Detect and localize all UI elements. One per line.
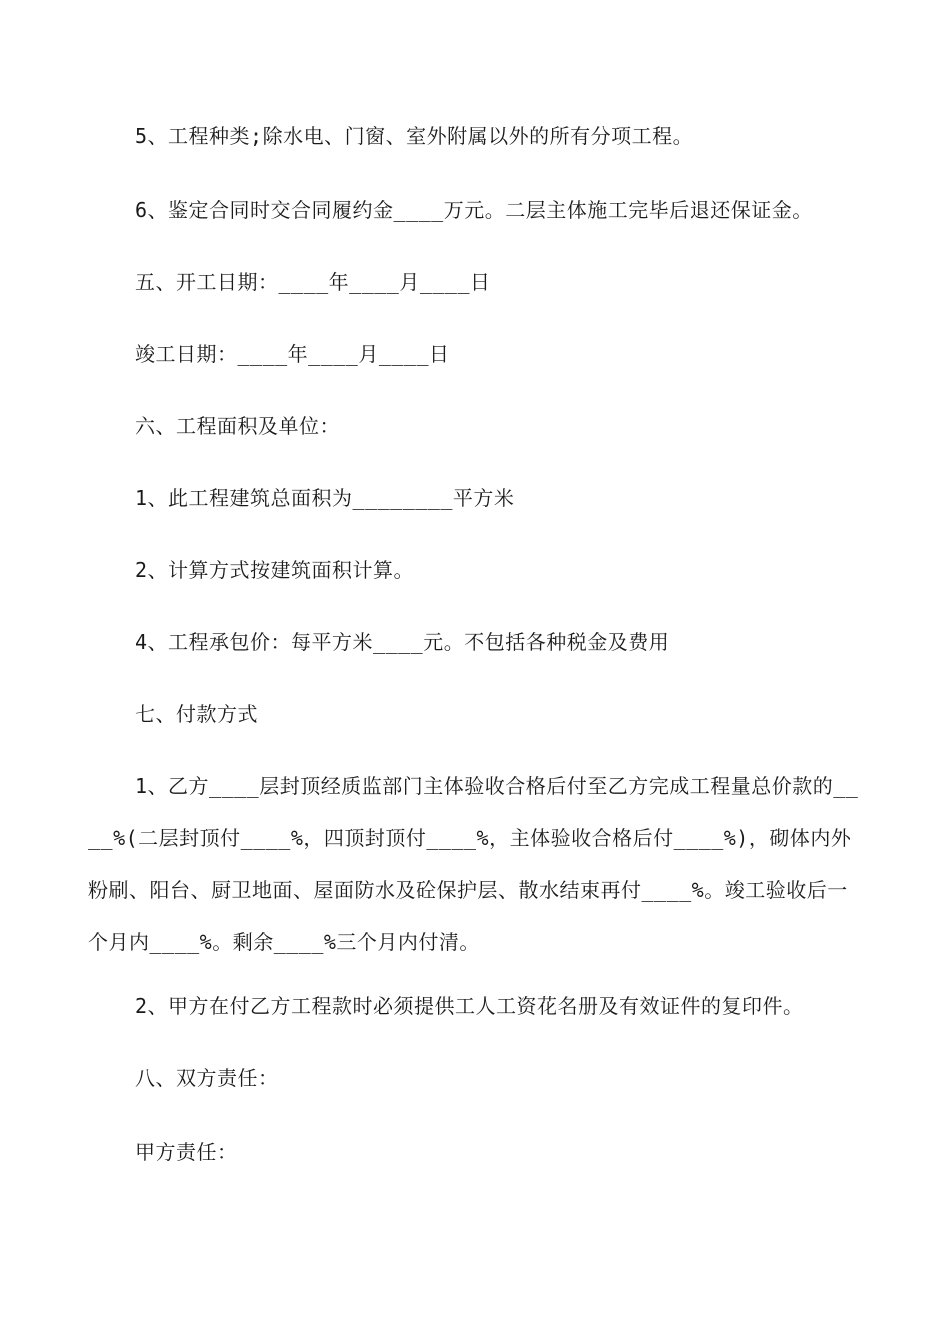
payment-clause-1: 1、乙方____层封顶经质监部门主体验收合格后付至乙方完成工程量总价款的____%(二层封顶付____%，四顶封顶付____%，主体验收合格后付____%)，砌体内外粉刷、阳台、厨卫地面、屋面防水及砼保护层、散水结束再付____%。竣工验收后一个月内____%。剩余____%三个月内付清。	[88, 774, 859, 954]
clause-5-project-type: 5、工程种类;除水电、门窗、室外附属以外的所有分项工程。	[135, 124, 694, 148]
completion-date: 竣工日期：____年____月____日	[135, 342, 450, 366]
section-8-heading: 八、双方责任：	[135, 1066, 279, 1090]
payment-clause-2: 2、甲方在付乙方工程款时必须提供工人工资花名册及有效证件的复印件。	[135, 994, 804, 1018]
clause-1-total-area: 1、此工程建筑总面积为________平方米	[135, 486, 515, 510]
clause-2-calculation-method: 2、计算方式按建筑面积计算。	[135, 558, 415, 582]
section-7-heading: 七、付款方式	[135, 702, 258, 726]
section-5-start-date: 五、开工日期：____年____月____日	[135, 270, 491, 294]
party-a-responsibilities-heading: 甲方责任：	[135, 1140, 238, 1164]
clause-6-performance-deposit: 6、鉴定合同时交合同履约金____万元。二层主体施工完毕后退还保证金。	[135, 198, 813, 222]
section-6-heading: 六、工程面积及单位：	[135, 414, 340, 438]
clause-4-contract-price: 4、工程承包价：每平方米____元。不包括各种税金及费用	[135, 630, 670, 654]
